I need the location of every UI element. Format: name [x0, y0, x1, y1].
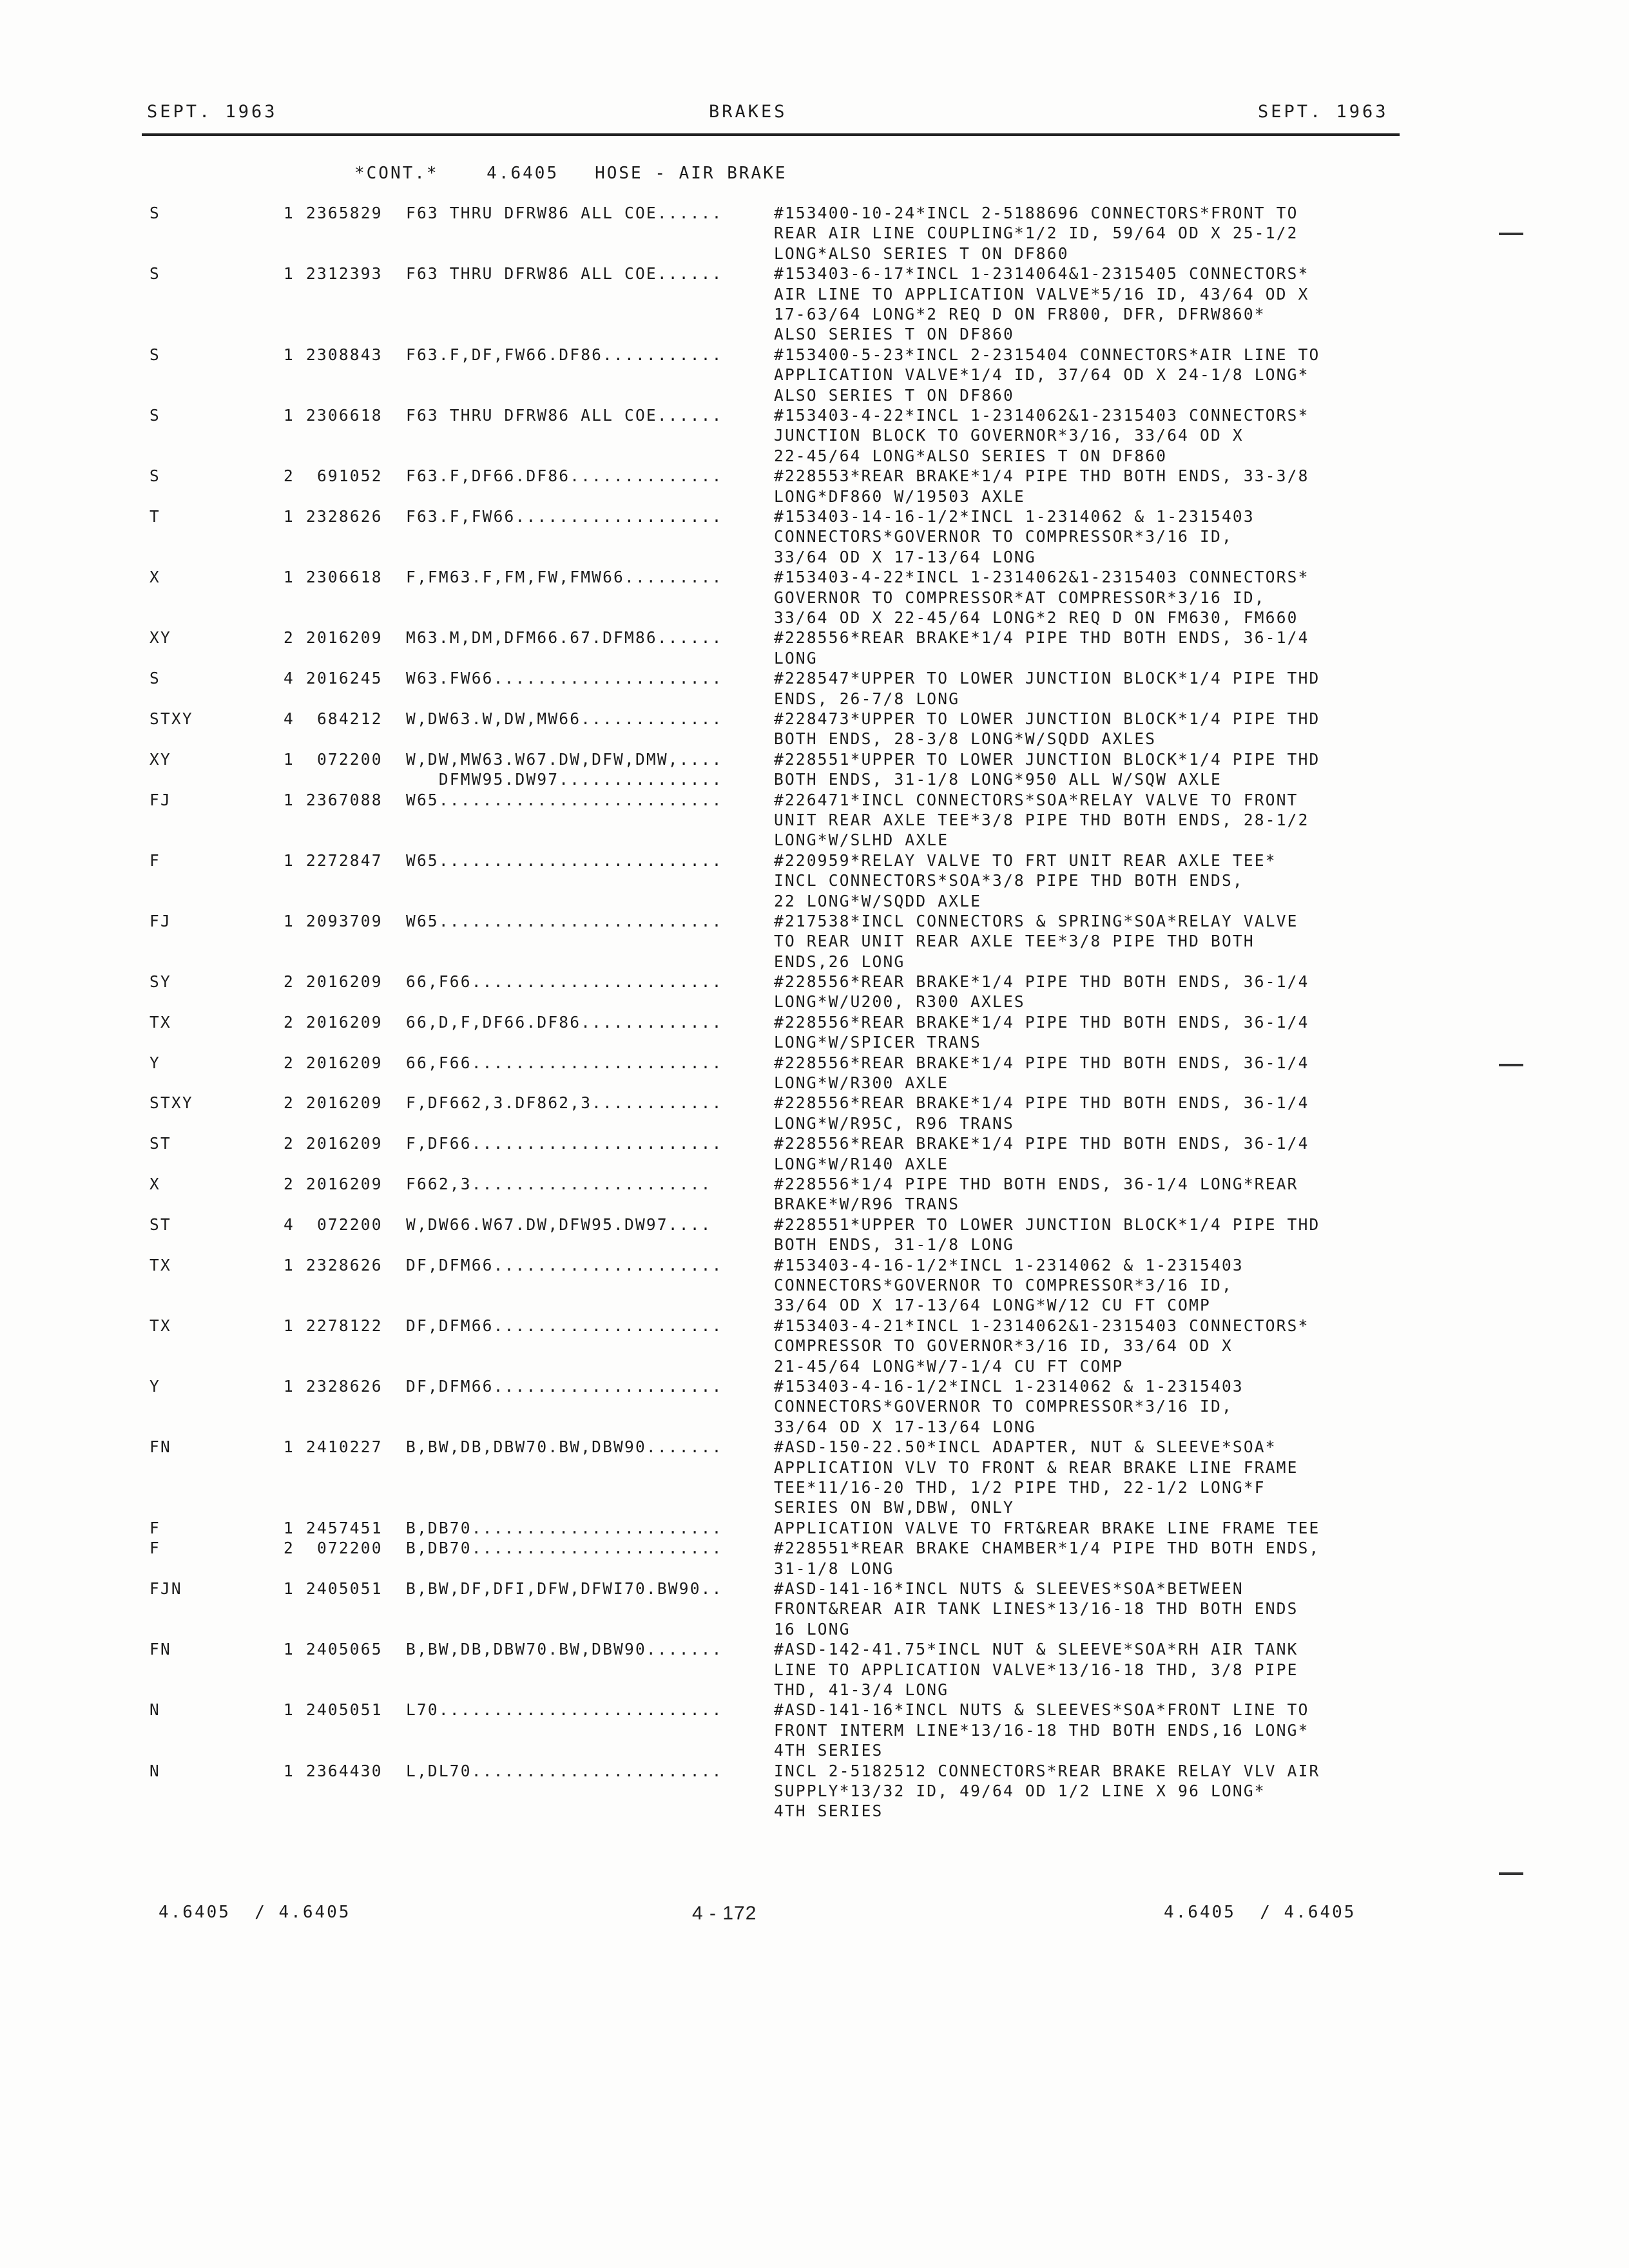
- part-entry: [0, 709, 1629, 749]
- margin-mark: [1499, 1872, 1523, 1875]
- series-code: Y: [149, 1053, 160, 1072]
- description-line: #228473*UPPER TO LOWER JUNCTION BLOCK*1/4 PIPE THD: [774, 709, 1320, 728]
- model-applicability: 66,D,F,DF66.DF86.............: [406, 1012, 723, 1032]
- quantity: 1: [284, 345, 294, 364]
- part-entry: [0, 264, 1629, 345]
- part-entry: [0, 1538, 1629, 1579]
- quantity: 1: [284, 1518, 294, 1537]
- model-applicability: F63.F,FW66...................: [406, 506, 723, 526]
- model-applicability: F63.F,DF,FW66.DF86...........: [406, 345, 723, 364]
- description-line: CONNECTORS*GOVERNOR TO COMPRESSOR*3/16 ID,: [774, 1397, 1233, 1416]
- part-number: 684212: [306, 709, 383, 728]
- description-line: INCL 2-5182512 CONNECTORS*REAR BRAKE RELAY VLV AIR: [774, 1761, 1320, 1780]
- part-entry: [0, 203, 1629, 264]
- part-number: 2308843: [306, 345, 383, 364]
- header-date-left: SEPT. 1963: [147, 102, 278, 122]
- model-applicability: B,BW,DF,DFI,DFW,DFWI70.BW90..: [406, 1579, 723, 1598]
- model-applicability: B,BW,DB,DBW70.BW,DBW90.......: [406, 1437, 723, 1457]
- model-applicability: W65..........................: [406, 790, 723, 809]
- part-number: 2410227: [306, 1437, 383, 1457]
- quantity: 1: [284, 1437, 294, 1457]
- description-line: 33/64 OD X 22-45/64 LONG*2 REQ D ON FM630, FM660: [774, 608, 1298, 627]
- description-line: 16 LONG: [774, 1619, 851, 1639]
- model-applicability: F,DF66.......................: [406, 1134, 723, 1153]
- quantity: 1: [284, 264, 294, 284]
- quantity: 1: [284, 1579, 294, 1598]
- description-line: BOTH ENDS, 31-1/8 LONG*950 ALL W/SQW AXLE: [774, 770, 1222, 789]
- series-code: TX: [149, 1255, 171, 1274]
- part-number: 2016209: [306, 1175, 383, 1194]
- description-line: SERIES ON BW,DBW, ONLY: [774, 1498, 1014, 1517]
- series-code: FN: [149, 1437, 171, 1457]
- part-entry: [0, 506, 1629, 567]
- part-number: 2306618: [306, 568, 383, 587]
- description-line: #153403-6-17*INCL 1-2314064&1-2315405 CONNECTORS*: [774, 264, 1309, 284]
- series-code: X: [149, 568, 160, 587]
- series-code: S: [149, 669, 160, 688]
- part-number: 2016209: [306, 1012, 383, 1032]
- description-line: 17-63/64 LONG*2 REQ D ON FR800, DFR, DFRW860*: [774, 304, 1266, 323]
- model-applicability: W,DW,MW63.W67.DW,DFW,DMW,....: [406, 749, 723, 769]
- part-number: 2367088: [306, 790, 383, 809]
- description-line: LONG*W/SLHD AXLE: [774, 831, 949, 850]
- series-code: N: [149, 1761, 160, 1780]
- series-code: STXY: [149, 709, 193, 728]
- series-code: ST: [149, 1134, 171, 1153]
- series-code: FJ: [149, 790, 171, 809]
- parts-list: [0, 203, 1629, 1821]
- description-line: LONG*W/U200, R300 AXLES: [774, 992, 1025, 1012]
- part-number: 2093709: [306, 911, 383, 930]
- description-line: SUPPLY*13/32 ID, 49/64 OD 1/2 LINE X 96 LONG*: [774, 1781, 1266, 1800]
- description-line: LONG*DF860 W/19503 AXLE: [774, 486, 1025, 506]
- quantity: 2: [284, 1134, 294, 1153]
- model-applicability: W,DW63.W,DW,MW66.............: [406, 709, 723, 728]
- part-entry: [0, 1133, 1629, 1174]
- part-number: 2016209: [306, 972, 383, 992]
- part-entry: [0, 1700, 1629, 1760]
- quantity: 2: [284, 628, 294, 648]
- part-number: 691052: [306, 466, 383, 486]
- part-number: 2364430: [306, 1761, 383, 1780]
- description-line: LONG*W/R300 AXLE: [774, 1073, 949, 1093]
- quantity: 1: [284, 790, 294, 809]
- part-entry: [0, 1316, 1629, 1376]
- model-applicability: L,DL70.......................: [406, 1761, 723, 1780]
- description-line: LONG: [774, 648, 818, 668]
- description-line: #153400-5-23*INCL 2-2315404 CONNECTORS*AIR LINE TO: [774, 345, 1320, 364]
- series-code: SY: [149, 972, 171, 992]
- model-applicability: DF,DFM66.....................: [406, 1377, 723, 1396]
- description-line: #228556*REAR BRAKE*1/4 PIPE THD BOTH ENDS, 36-1/4: [774, 1134, 1309, 1153]
- description-line: #228556*REAR BRAKE*1/4 PIPE THD BOTH ENDS, 36-1/4: [774, 628, 1309, 648]
- description-line: #153403-4-16-1/2*INCL 1-2314062 & 1-2315403: [774, 1377, 1244, 1396]
- model-applicability: F,FM63.F,FM,FW,FMW66.........: [406, 568, 723, 587]
- part-entry: [0, 1012, 1629, 1053]
- description-line: AIR LINE TO APPLICATION VALVE*5/16 ID, 43/64 OD X: [774, 284, 1309, 303]
- model-applicability: F63 THRU DFRW86 ALL COE......: [406, 405, 723, 425]
- quantity: 1: [284, 568, 294, 587]
- quantity: 1: [284, 850, 294, 870]
- part-number: 2328626: [306, 1377, 383, 1396]
- model-applicability: 66,F66.......................: [406, 1053, 723, 1072]
- description-line: THD, 41-3/4 LONG: [774, 1680, 949, 1699]
- quantity: 1: [284, 405, 294, 425]
- quantity: 1: [284, 1255, 294, 1274]
- description-line: #ASD-141-16*INCL NUTS & SLEEVES*SOA*BETWEEN: [774, 1579, 1244, 1598]
- model-applicability: F63 THRU DFRW86 ALL COE......: [406, 264, 723, 284]
- model-applicability: F63 THRU DFRW86 ALL COE......: [406, 204, 723, 222]
- quantity: 1: [284, 749, 294, 769]
- description-line: JUNCTION BLOCK TO GOVERNOR*3/16, 33/64 OD X: [774, 426, 1244, 445]
- model-applicability: DF,DFM66.....................: [406, 1316, 723, 1335]
- part-number: 2016209: [306, 628, 383, 648]
- description-line: LONG*W/R140 AXLE: [774, 1154, 949, 1173]
- description-line: #153403-4-22*INCL 1-2314062&1-2315403 CONNECTORS*: [774, 405, 1309, 425]
- series-code: STXY: [149, 1093, 193, 1113]
- part-entry: [0, 668, 1629, 709]
- part-entry: [0, 1579, 1629, 1639]
- quantity: 1: [284, 1761, 294, 1780]
- header-rule: [142, 133, 1400, 136]
- description-line: #153403-4-16-1/2*INCL 1-2314062 & 1-2315403: [774, 1255, 1244, 1274]
- description-line: BOTH ENDS, 31-1/8 LONG: [774, 1235, 1014, 1254]
- description-line: #228551*UPPER TO LOWER JUNCTION BLOCK*1/4 PIPE THD: [774, 749, 1320, 769]
- part-number: 2016209: [306, 1093, 383, 1113]
- description-line: ENDS, 26-7/8 LONG: [774, 689, 960, 708]
- series-code: ST: [149, 1215, 171, 1234]
- part-entry: [0, 1053, 1629, 1093]
- series-code: S: [149, 264, 160, 284]
- description-line: LONG*W/SPICER TRANS: [774, 1033, 982, 1052]
- description-line: 33/64 OD X 17-13/64 LONG: [774, 1417, 1036, 1436]
- model-applicability: DFMW95.DW97...............: [406, 770, 723, 789]
- description-line: UNIT REAR AXLE TEE*3/8 PIPE THD BOTH ENDS, 28-1/2: [774, 810, 1309, 829]
- part-number: 2016209: [306, 1134, 383, 1153]
- part-entry: [0, 345, 1629, 405]
- description-line: 22 LONG*W/SQDD AXLE: [774, 891, 982, 910]
- part-entry: [0, 628, 1629, 668]
- model-applicability: M63.M,DM,DFM66.67.DFM86......: [406, 628, 723, 648]
- part-number: 2405065: [306, 1640, 383, 1659]
- series-code: XY: [149, 628, 171, 648]
- description-line: APPLICATION VLV TO FRONT & REAR BRAKE LINE FRAME: [774, 1457, 1298, 1477]
- description-line: INCL CONNECTORS*SOA*3/8 PIPE THD BOTH ENDS,: [774, 871, 1244, 890]
- part-entry: [0, 567, 1629, 628]
- part-entry: [0, 1761, 1629, 1821]
- model-applicability: W65..........................: [406, 911, 723, 930]
- series-code: F: [149, 850, 160, 870]
- description-line: FRONT INTERM LINE*13/16-18 THD BOTH ENDS,16 LONG*: [774, 1720, 1309, 1740]
- description-line: #228556*1/4 PIPE THD BOTH ENDS, 36-1/4 LONG*REAR: [774, 1175, 1298, 1194]
- series-code: N: [149, 1700, 160, 1720]
- description-line: APPLICATION VALVE*1/4 ID, 37/64 OD X 24-1/8 LONG*: [774, 365, 1309, 385]
- description-line: #228556*REAR BRAKE*1/4 PIPE THD BOTH ENDS, 36-1/4: [774, 1053, 1309, 1072]
- model-applicability: B,BW,DB,DBW70.BW,DBW90.......: [406, 1640, 723, 1659]
- series-code: FJN: [149, 1579, 182, 1598]
- part-entry: [0, 1639, 1629, 1700]
- quantity: 4: [284, 669, 294, 688]
- series-code: FJ: [149, 911, 171, 930]
- part-entry: [0, 972, 1629, 1012]
- description-line: LONG*ALSO SERIES T ON DF860: [774, 244, 1069, 263]
- quantity: 4: [284, 1215, 294, 1234]
- part-entry: [0, 1437, 1629, 1518]
- description-line: BRAKE*W/R96 TRANS: [774, 1195, 960, 1214]
- description-line: #153403-4-21*INCL 1-2314062&1-2315403 CONNECTORS*: [774, 1316, 1309, 1335]
- description-line: #228556*REAR BRAKE*1/4 PIPE THD BOTH ENDS, 36-1/4: [774, 1093, 1309, 1113]
- part-entry: [0, 1174, 1629, 1215]
- series-code: XY: [149, 749, 171, 769]
- header-date-right: SEPT. 1963: [1258, 102, 1389, 122]
- quantity: 1: [284, 1316, 294, 1335]
- description-line: #228551*UPPER TO LOWER JUNCTION BLOCK*1/4 PIPE THD: [774, 1215, 1320, 1234]
- quantity: 2: [284, 1012, 294, 1032]
- quantity: 2: [284, 1053, 294, 1072]
- quantity: 2: [284, 466, 294, 486]
- part-entry: [0, 850, 1629, 911]
- description-line: #153403-14-16-1/2*INCL 1-2314062 & 1-2315403: [774, 506, 1255, 526]
- part-number: 2405051: [306, 1700, 383, 1720]
- description-line: TO REAR UNIT REAR AXLE TEE*3/8 PIPE THD BOTH: [774, 932, 1255, 951]
- part-number: 2306618: [306, 405, 383, 425]
- series-code: S: [149, 345, 160, 364]
- quantity: 1: [284, 1700, 294, 1720]
- description-line: 33/64 OD X 17-13/64 LONG*W/12 CU FT COMP: [774, 1296, 1211, 1315]
- part-entry: [0, 749, 1629, 790]
- part-number: 2312393: [306, 264, 383, 284]
- margin-mark: [1499, 1064, 1523, 1066]
- model-applicability: F,DF662,3.DF862,3............: [406, 1093, 723, 1113]
- part-number: 2365829: [306, 204, 383, 222]
- part-number: 2272847: [306, 850, 383, 870]
- part-number: 2278122: [306, 1316, 383, 1335]
- part-number: 2328626: [306, 1255, 383, 1274]
- description-line: #228556*REAR BRAKE*1/4 PIPE THD BOTH ENDS, 36-1/4: [774, 1012, 1309, 1032]
- quantity: 1: [284, 1377, 294, 1396]
- description-line: ENDS,26 LONG: [774, 952, 905, 971]
- description-line: #228547*UPPER TO LOWER JUNCTION BLOCK*1/4 PIPE THD: [774, 669, 1320, 688]
- series-code: TX: [149, 1012, 171, 1032]
- series-code: FN: [149, 1640, 171, 1659]
- page-number: 4 - 172: [692, 1903, 757, 1924]
- quantity: 2: [284, 1175, 294, 1194]
- footer-index-right: 4.6405 / 4.6405: [1164, 1903, 1356, 1922]
- description-line: GOVERNOR TO COMPRESSOR*AT COMPRESSOR*3/16 ID,: [774, 588, 1266, 607]
- part-entry: [0, 1215, 1629, 1255]
- model-applicability: F662,3......................: [406, 1175, 712, 1194]
- description-line: CONNECTORS*GOVERNOR TO COMPRESSOR*3/16 ID,: [774, 527, 1233, 546]
- description-line: 31-1/8 LONG: [774, 1559, 894, 1578]
- description-line: #217538*INCL CONNECTORS & SPRING*SOA*RELAY VALVE: [774, 911, 1298, 930]
- header-section-name: BRAKES: [709, 102, 787, 122]
- series-code: F: [149, 1518, 160, 1537]
- part-entry: [0, 1255, 1629, 1316]
- part-number: 072200: [306, 1215, 383, 1234]
- margin-mark: [1499, 233, 1523, 235]
- part-entry: [0, 405, 1629, 466]
- part-number: 072200: [306, 749, 383, 769]
- part-number: 2016209: [306, 1053, 383, 1072]
- description-line: ALSO SERIES T ON DF860: [774, 385, 1014, 405]
- description-line: ALSO SERIES T ON DF860: [774, 325, 1014, 344]
- model-applicability: W63.FW66.....................: [406, 669, 723, 688]
- description-line: LONG*W/R95C, R96 TRANS: [774, 1113, 1014, 1133]
- model-applicability: W,DW66.W67.DW,DFW95.DW97....: [406, 1215, 712, 1234]
- part-entry: [0, 466, 1629, 506]
- model-applicability: L70..........................: [406, 1700, 723, 1720]
- part-entry: [0, 790, 1629, 850]
- description-line: LINE TO APPLICATION VALVE*13/16-18 THD, 3/8 PIPE: [774, 1660, 1298, 1679]
- model-applicability: B,DB70.......................: [406, 1518, 723, 1537]
- quantity: 1: [284, 1640, 294, 1659]
- series-code: TX: [149, 1316, 171, 1335]
- description-line: 4TH SERIES: [774, 1741, 883, 1760]
- part-entry: [0, 1376, 1629, 1437]
- description-line: #153403-4-22*INCL 1-2314062&1-2315403 CONNECTORS*: [774, 568, 1309, 587]
- series-code: T: [149, 506, 160, 526]
- part-number: 072200: [306, 1539, 383, 1558]
- quantity: 1: [284, 911, 294, 930]
- description-line: #226471*INCL CONNECTORS*SOA*RELAY VALVE TO FRONT: [774, 790, 1298, 809]
- description-line: BOTH ENDS, 28-3/8 LONG*W/SQDD AXLES: [774, 729, 1157, 749]
- quantity: 2: [284, 1539, 294, 1558]
- description-line: REAR AIR LINE COUPLING*1/2 ID, 59/64 OD X 25-1/2: [774, 224, 1298, 243]
- description-line: TEE*11/16-20 THD, 1/2 PIPE THD, 22-1/2 LONG*F: [774, 1478, 1266, 1497]
- description-line: #ASD-150-22.50*INCL ADAPTER, NUT & SLEEVE*SOA*: [774, 1437, 1277, 1457]
- quantity: 2: [284, 1093, 294, 1113]
- part-entry: [0, 1518, 1629, 1538]
- description-line: 33/64 OD X 17-13/64 LONG: [774, 547, 1036, 566]
- part-number: 2016245: [306, 669, 383, 688]
- quantity: 2: [284, 972, 294, 992]
- description-line: 21-45/64 LONG*W/7-1/4 CU FT COMP: [774, 1356, 1124, 1376]
- model-applicability: DF,DFM66.....................: [406, 1255, 723, 1274]
- series-code: X: [149, 1175, 160, 1194]
- series-code: F: [149, 1539, 160, 1558]
- description-line: #153400-10-24*INCL 2-5188696 CONNECTORS*FRONT TO: [774, 204, 1298, 222]
- series-code: S: [149, 466, 160, 486]
- description-line: CONNECTORS*GOVERNOR TO COMPRESSOR*3/16 ID,: [774, 1276, 1233, 1295]
- model-applicability: F63.F,DF66.DF86..............: [406, 466, 723, 486]
- footer-index-left: 4.6405 / 4.6405: [159, 1903, 351, 1922]
- description-line: 22-45/64 LONG*ALSO SERIES T ON DF860: [774, 446, 1168, 465]
- part-entry: [0, 1093, 1629, 1133]
- description-line: APPLICATION VALVE TO FRT&REAR BRAKE LINE FRAME TEE: [774, 1518, 1320, 1537]
- quantity: 1: [284, 506, 294, 526]
- model-applicability: B,DB70.......................: [406, 1539, 723, 1558]
- part-number: 2457451: [306, 1518, 383, 1537]
- description-line: #ASD-142-41.75*INCL NUT & SLEEVE*SOA*RH AIR TANK: [774, 1640, 1298, 1659]
- part-number: 2328626: [306, 506, 383, 526]
- section-title: *CONT.* 4.6405 HOSE - AIR BRAKE: [354, 164, 787, 183]
- series-code: S: [149, 405, 160, 425]
- quantity: 4: [284, 709, 294, 728]
- description-line: #228553*REAR BRAKE*1/4 PIPE THD BOTH ENDS, 33-3/8: [774, 466, 1309, 486]
- description-line: FRONT&REAR AIR TANK LINES*13/16-18 THD BOTH ENDS: [774, 1599, 1298, 1619]
- part-number: 2405051: [306, 1579, 383, 1598]
- description-line: #ASD-141-16*INCL NUTS & SLEEVES*SOA*FRONT LINE TO: [774, 1700, 1309, 1720]
- series-code: Y: [149, 1377, 160, 1396]
- model-applicability: W65..........................: [406, 850, 723, 870]
- part-entry: [0, 911, 1629, 972]
- description-line: #228556*REAR BRAKE*1/4 PIPE THD BOTH ENDS, 36-1/4: [774, 972, 1309, 992]
- description-line: COMPRESSOR TO GOVERNOR*3/16 ID, 33/64 OD X: [774, 1336, 1233, 1356]
- description-line: #220959*RELAY VALVE TO FRT UNIT REAR AXLE TEE*: [774, 850, 1277, 870]
- model-applicability: 66,F66.......................: [406, 972, 723, 992]
- series-code: S: [149, 204, 160, 222]
- description-line: #228551*REAR BRAKE CHAMBER*1/4 PIPE THD BOTH ENDS,: [774, 1539, 1320, 1558]
- quantity: 1: [284, 204, 294, 222]
- description-line: 4TH SERIES: [774, 1802, 883, 1821]
